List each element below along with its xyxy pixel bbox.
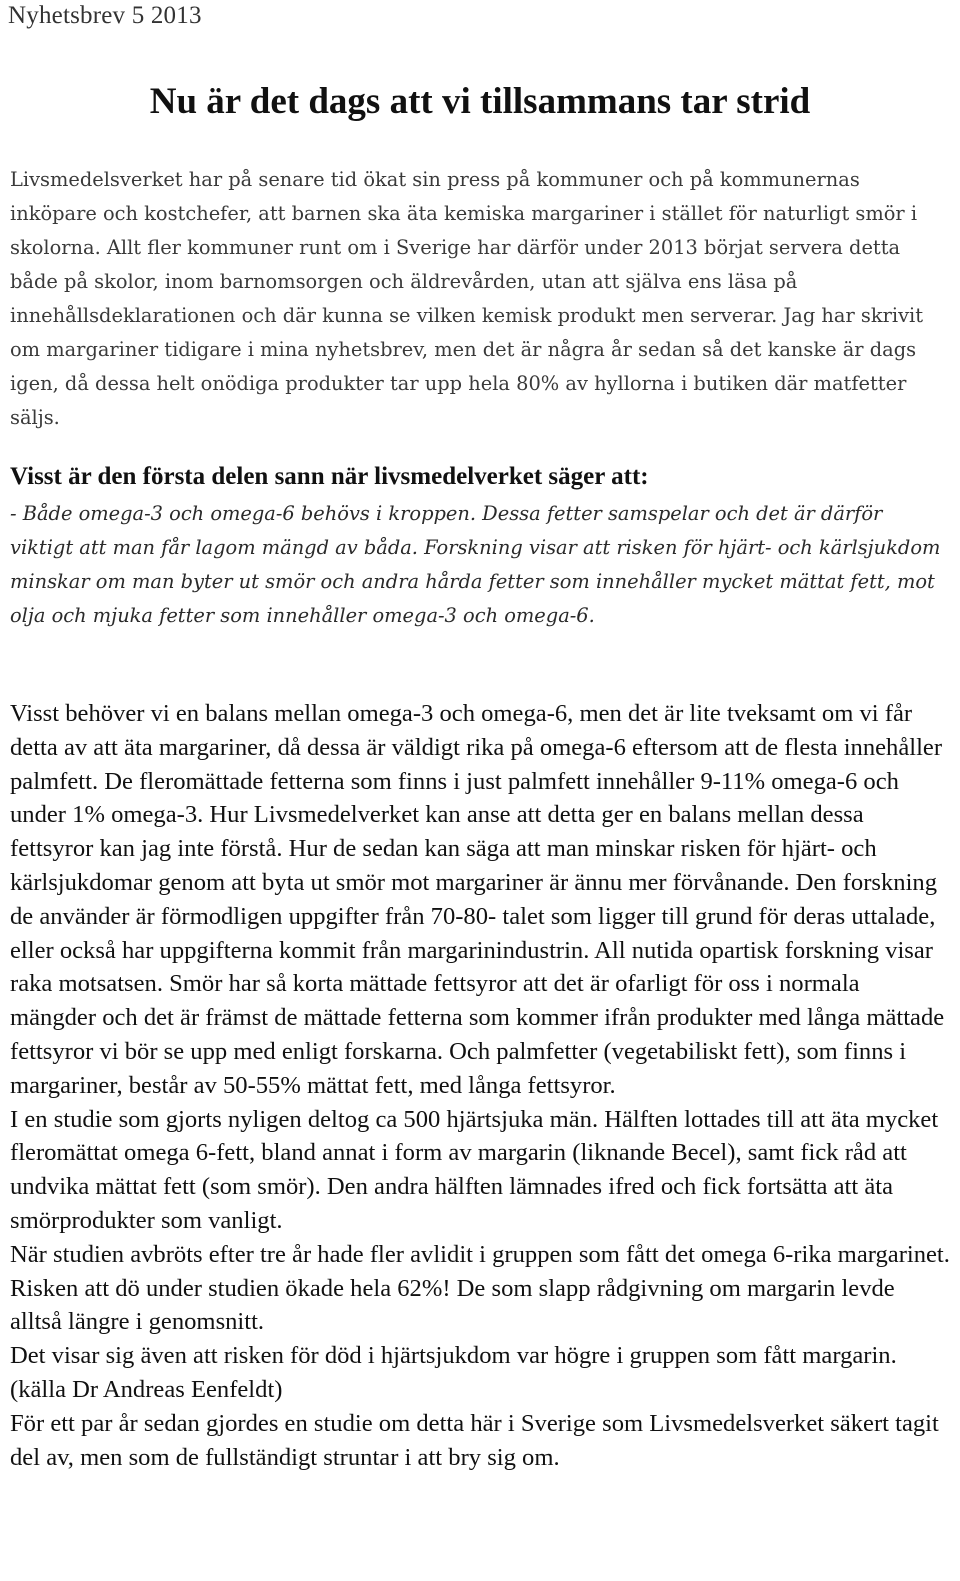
body-paragraph: När studien avbröts efter tre år hade fler avlidit i gruppen som fått det omega 6-rika margarinet. Risken att dö under studien ökade hela 62%! De som slapp rådgivning om margarin levde alltså längre i genomsnitt. <box>10 1240 950 1336</box>
lead-heading: Visst är den första delen sann när livsmedelverket säger att: <box>10 463 649 490</box>
body-paragraph: I en studie som gjorts nyligen deltog ca 500 hjärtsjuka män. Hälften lottades till att äta mycket fleromättat omega 6-fett, bland annat i form av margarin (liknande Becel), samt fick råd att undvika mättat fett (som smör). Den andra hälften lämnades ifred och fick fortsätta att äta smörprodukter som vanligt. <box>10 1105 939 1234</box>
main-body-text <box>10 697 950 1474</box>
body-paragraph: För ett par år sedan gjordes en studie om detta här i Sverige som Livsmedelsverket säkert tagit del av, men som de fullständigt struntar i att bry sig om. <box>10 1409 939 1471</box>
newsletter-label: Nyhetsbrev 5 2013 <box>8 2 202 29</box>
body-paragraph: Det visar sig även att risken för död i hjärtsjukdom var högre i gruppen som fått margarin. (källa Dr Andreas Eenfeldt) <box>10 1342 897 1403</box>
intro-paragraph: Livsmedelsverket har på senare tid ökat sin press på kommuner och på kommunernas inköpare och kostchefer, att barnen ska äta kemiska margariner i stället för naturligt smör i skolorna. Allt fler kommuner runt om i Sverige har därför under 2013 börjat servera detta både på skolor, inom barnomsorgen och äldrevården, utan att själva ens läsa på innehållsdeklarationen och där kunna se vilken kemisk produkt men serverar. Jag har skrivit om margariner tidigare i mina nyhetsbrev, men det är några år sedan så det kanske är dags igen, då dessa helt onödiga produkter tar upp hela 80% av hyllorna i butiken där matfetter säljs. <box>10 168 924 429</box>
italic-quote-paragraph: - Både omega-3 och omega-6 behövs i kroppen. Dessa fetter samspelar och det är därför viktigt att man får lagom mängd av båda. Forskning visar att risken för hjärt- och kärlsjukdom minskar om man byter ut smör och andra hårda fetter som innehåller mycket mättat fett, mot olja och mjuka fetter som innehåller omega-3 och omega-6. <box>10 502 941 627</box>
article-title: Nu är det dags att vi tillsammans tar strid <box>149 81 811 122</box>
body-paragraph: Visst behöver vi en balans mellan omega-3 och omega-6, men det är lite tveksamt om vi får detta av att äta margariner, då dessa är väldigt rika på omega-6 eftersom att de flesta innehåller palmfett. De fleromättade fetterna som finns i just palmfett innehåller 9-11% omega-6 och under 1% omega-3. Hur Livsmedelverket kan anse att detta ger en balans mellan dessa fettsyror kan jag inte förstå. Hur de sedan kan säga att man minskar risken för hjärt- och kärlsjukdomar genom att byta ut smör mot margariner är ännu mer förvånande. Den forskning de använder är förmodligen uppgifter från 70-80- talet som ligger till grund för deras uttalade, eller också har uppgifterna kommit från margarinindustrin. All nutida opartisk forskning visar raka motsatsen. Smör har så korta mättade fettsyror att det är ofarligt för oss i normala mängder och det är främst de mättade fetterna som kommer ifrån produkter med långa mättade fettsyror vi bör se upp med enligt forskarna. Och palmfetter (vegetabiliskt fett), som finns i margariner, består av 50-55% mättat fett, med långa fettsyror. <box>10 700 945 1099</box>
